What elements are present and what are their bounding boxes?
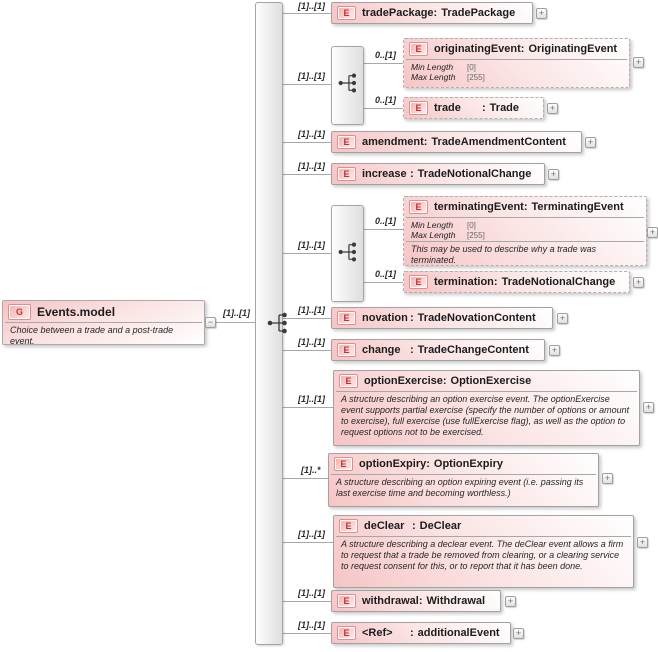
element-name: originatingEvent: [434, 43, 521, 55]
element-option-exercise[interactable]: [333, 370, 640, 446]
element-type: TradeNovationContent: [417, 312, 536, 324]
element-type: Trade: [489, 102, 520, 114]
element-type: TradeNotionalChange: [417, 168, 532, 180]
expand-button[interactable]: +: [647, 227, 658, 238]
cardinality-label: 0..[1]: [375, 50, 397, 60]
element-badge-icon: E: [409, 101, 428, 115]
element-doc: A structure describing a declear event. The deClear event allows a firm to request that a trade be removed from clearing, or a clearing service to request consent for this, or to report that it has been done.: [341, 539, 624, 571]
cardinality-label: 0..[1]: [375, 269, 397, 279]
connector-line: [281, 407, 333, 408]
element-change[interactable]: [331, 339, 545, 361]
element-name: withdrawal: [362, 595, 419, 607]
element-doc: A structure describing an option exercise event. The optionExercise event supports partial exercise (specify the number of options or amount to exercise), full exercise (use fullExercise flag), as well as the option to request options not to be exercised.: [341, 394, 630, 437]
expand-button[interactable]: +: [505, 596, 516, 607]
collapse-button[interactable]: −: [205, 317, 216, 328]
connector-line: [281, 253, 331, 254]
element-name: increase: [362, 168, 407, 180]
expand-button[interactable]: +: [585, 137, 596, 148]
group-doc: Choice between a trade and a post-trade event.: [10, 325, 174, 346]
element-name: <Ref>: [362, 627, 393, 639]
facet-label: Min Length: [411, 62, 454, 72]
connector-line: [216, 322, 255, 323]
expand-button[interactable]: +: [549, 345, 560, 356]
element-type: additionalEvent: [417, 627, 500, 639]
element-increase[interactable]: [331, 163, 545, 185]
element-badge-icon: E: [409, 42, 428, 56]
element-type: TradeAmendmentContent: [431, 136, 566, 148]
element-type: OriginatingEvent: [528, 43, 618, 55]
element-originating-event[interactable]: [403, 38, 630, 88]
element-badge-icon: E: [337, 135, 356, 149]
facet-value: [255]: [467, 73, 485, 82]
cardinality-label: [1]..[1]: [298, 161, 325, 171]
element-type: OptionExercise: [450, 375, 532, 387]
colon-separator: :: [442, 375, 447, 387]
facet-value: [0]: [467, 63, 476, 72]
element-name: tradePackage: [362, 7, 434, 19]
element-badge-icon: E: [337, 167, 356, 181]
connector-line: [281, 13, 331, 14]
cardinality-label: [1]..[1]: [298, 129, 325, 139]
facet-value: [255]: [467, 231, 485, 240]
cardinality-label: [1]..[1]: [298, 240, 325, 250]
element-doc: A structure describing an option expiring event (i.e. passing its last exercise time and becoming worthless.): [336, 477, 584, 498]
element-badge-icon: E: [337, 343, 356, 357]
expand-button[interactable]: +: [513, 628, 524, 639]
element-name: novation: [362, 312, 408, 324]
colon-separator: :: [412, 520, 416, 532]
facet-value: [0]: [467, 221, 476, 230]
connector-line: [281, 601, 331, 602]
cardinality-label: [1]..[1]: [298, 305, 325, 315]
element-name: amendment: [362, 136, 424, 148]
element-terminating-event[interactable]: [403, 196, 647, 266]
connector-line: [362, 282, 403, 283]
cardinality-label: [1]..[1]: [298, 529, 325, 539]
cardinality-label: [1]..[1]: [298, 588, 325, 598]
facet-label: Max Length: [411, 72, 456, 82]
element-type: DeClear: [419, 520, 462, 532]
element-badge-icon: E: [339, 519, 358, 533]
expand-button[interactable]: +: [637, 537, 648, 548]
colon-separator: :: [520, 43, 525, 55]
element-additional-event[interactable]: [331, 622, 511, 644]
choice-icon: [337, 240, 361, 266]
element-badge-icon: E: [337, 626, 356, 640]
element-trade[interactable]: [403, 97, 544, 119]
expand-button[interactable]: +: [536, 8, 547, 19]
group-badge-icon: G: [8, 304, 31, 320]
element-type: Withdrawal: [426, 595, 486, 607]
element-doc: This may be used to describe why a trade was terminated.: [411, 244, 597, 265]
colon-separator: :: [433, 7, 438, 19]
cardinality-label: [1]..*: [301, 465, 321, 475]
connector-line: [281, 542, 333, 543]
element-name: deClear: [364, 520, 405, 532]
element-type: TradeNotionalChange: [501, 276, 616, 288]
element-badge-icon: E: [334, 457, 353, 471]
element-termination[interactable]: [403, 271, 630, 293]
colon-separator: :: [410, 344, 414, 356]
cardinality-label: 0..[1]: [375, 95, 397, 105]
colon-separator: :: [426, 458, 430, 470]
connector-line: [281, 478, 328, 479]
element-name: terminatingEvent: [434, 201, 524, 213]
cardinality-label: [1]..[1]: [298, 337, 325, 347]
element-type: TradeChangeContent: [417, 344, 529, 356]
cardinality-label: 0..[1]: [375, 216, 397, 226]
connector-line: [281, 633, 331, 634]
element-badge-icon: E: [409, 200, 428, 214]
expand-button[interactable]: +: [633, 277, 644, 288]
element-badge-icon: E: [337, 311, 356, 325]
facet-label: Min Length: [411, 220, 454, 230]
expand-button[interactable]: +: [557, 313, 568, 324]
connector-line: [362, 229, 403, 230]
cardinality-label: [1]..[1]: [298, 1, 325, 11]
element-badge-icon: E: [339, 374, 358, 388]
element-type: OptionExpiry: [433, 458, 503, 470]
group-box-events-model[interactable]: [2, 300, 205, 345]
element-name: optionExercise: [364, 375, 443, 387]
cardinality-label: [1]..[1]: [298, 71, 325, 81]
element-name: trade: [434, 102, 461, 114]
colon-separator: :: [410, 168, 414, 180]
colon-separator: :: [410, 627, 414, 639]
connector-line: [281, 84, 331, 85]
connector-line: [362, 108, 403, 109]
element-name: optionExpiry: [359, 458, 427, 470]
group-name: Events.model: [37, 304, 116, 319]
expand-button[interactable]: +: [602, 473, 613, 484]
colon-separator: :: [418, 595, 423, 607]
element-badge-icon: E: [409, 275, 428, 289]
element-amendment[interactable]: [331, 131, 582, 153]
colon-separator: :: [493, 276, 498, 288]
choice-icon: [266, 310, 290, 336]
element-type: TradePackage: [441, 7, 516, 19]
element-novation[interactable]: [331, 307, 553, 329]
expand-button[interactable]: +: [547, 103, 558, 114]
colon-separator: :: [410, 312, 414, 324]
connector-line: [362, 63, 403, 64]
element-badge-icon: E: [337, 6, 356, 20]
expand-button[interactable]: +: [633, 57, 644, 68]
choice-icon: [337, 71, 361, 97]
expand-button[interactable]: +: [548, 169, 559, 180]
connector-line: [281, 350, 331, 351]
cardinality-label: [1]..[1]: [298, 620, 325, 630]
cardinality-label: [1]..[1]: [223, 308, 250, 318]
element-withdrawal[interactable]: [331, 590, 501, 612]
cardinality-label: [1]..[1]: [298, 394, 325, 404]
colon-separator: :: [523, 201, 528, 213]
expand-button[interactable]: +: [643, 402, 654, 413]
element-type: TerminatingEvent: [531, 201, 624, 213]
connector-line: [281, 142, 331, 143]
element-trade-package[interactable]: [331, 2, 533, 24]
element-option-expiry[interactable]: [328, 453, 599, 507]
element-name: change: [362, 344, 401, 356]
element-de-clear[interactable]: [333, 515, 634, 588]
connector-line: [281, 174, 331, 175]
element-badge-icon: E: [337, 594, 356, 608]
colon-separator: :: [423, 136, 428, 148]
colon-separator: :: [482, 102, 486, 114]
element-name: termination: [434, 276, 494, 288]
facet-label: Max Length: [411, 230, 456, 240]
